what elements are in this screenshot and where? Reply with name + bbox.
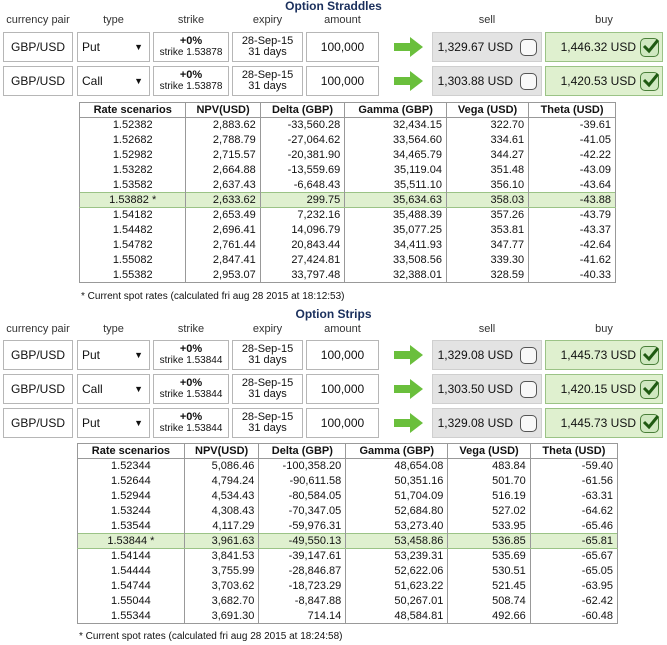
table-cell: -90,611.58 xyxy=(259,474,346,489)
table-cell: -43.09 xyxy=(529,163,616,178)
table-cell: -49,550.13 xyxy=(259,534,346,549)
table-cell: -27,064.62 xyxy=(260,133,345,148)
table-cell: 4,534.43 xyxy=(184,489,259,504)
table-cell: -41.05 xyxy=(529,133,616,148)
currency-pair-field[interactable]: GBP/USD xyxy=(3,340,73,370)
strike-value: strike 1.53878 xyxy=(159,47,223,58)
table-cell: 3,841.53 xyxy=(184,549,259,564)
buy-checkbox[interactable] xyxy=(640,346,659,365)
buy-price-button[interactable] xyxy=(545,66,663,96)
table-cell: 328.59 xyxy=(446,268,528,283)
table-cell: 1.52344 xyxy=(78,459,185,474)
header-amount: amount xyxy=(324,323,361,335)
option-row xyxy=(0,408,667,438)
table-cell: 3,682.70 xyxy=(184,594,259,609)
table-cell: 347.77 xyxy=(446,238,528,253)
option-row xyxy=(0,32,667,62)
table-row xyxy=(80,118,616,133)
table-cell: 2,953.07 xyxy=(186,268,260,283)
strike-field[interactable] xyxy=(153,374,229,404)
table-cell: 3,755.99 xyxy=(184,564,259,579)
buy-price-button[interactable] xyxy=(545,32,663,62)
table-row xyxy=(78,579,618,594)
type-select[interactable] xyxy=(77,340,150,370)
strike-field[interactable] xyxy=(153,66,229,96)
table-cell: 358.03 xyxy=(446,193,528,208)
table-row-current-spot xyxy=(80,193,616,208)
checkmark-icon xyxy=(641,71,660,90)
table-cell: -42.22 xyxy=(529,148,616,163)
table-cell: -65.81 xyxy=(530,534,617,549)
expiry-field[interactable] xyxy=(232,32,303,62)
table-cell: 50,351.16 xyxy=(346,474,448,489)
table-row xyxy=(78,594,618,609)
header-currency-pair: currency pair xyxy=(6,323,70,335)
table-cell: -41.62 xyxy=(529,253,616,268)
expiry-date: 28-Sep-15 xyxy=(241,343,294,355)
table-cell: 1.52382 xyxy=(80,118,186,133)
table-cell: 34,465.79 xyxy=(345,148,447,163)
table-row xyxy=(78,474,618,489)
table-cell: -42.64 xyxy=(529,238,616,253)
table-row xyxy=(78,609,618,624)
table-cell: 322.70 xyxy=(446,118,528,133)
table-cell: 2,653.49 xyxy=(186,208,260,223)
column-header: Vega (USD) xyxy=(446,103,528,118)
table-cell: 1.54782 xyxy=(80,238,186,253)
column-header: Delta (GBP) xyxy=(259,444,346,459)
header-sell: sell xyxy=(478,14,496,26)
buy-price: 1,445.73 USD xyxy=(560,416,636,430)
expiry-field[interactable] xyxy=(232,66,303,96)
checkmark-icon xyxy=(641,413,660,432)
table-cell: -60.48 xyxy=(530,609,617,624)
table-row xyxy=(80,208,616,223)
amount-input[interactable]: 100,000 xyxy=(306,374,379,404)
table-cell: 344.27 xyxy=(446,148,528,163)
table-cell: 51,704.09 xyxy=(346,489,448,504)
header-buy: buy xyxy=(595,323,613,335)
header-sell: sell xyxy=(478,323,496,335)
expiry-date: 28-Sep-15 xyxy=(241,69,294,81)
table-row-current-spot xyxy=(78,534,618,549)
table-cell: -80,584.05 xyxy=(259,489,346,504)
table-cell: 334.61 xyxy=(446,133,528,148)
buy-price: 1,446.32 USD xyxy=(560,40,636,54)
table-cell: 3,961.63 xyxy=(184,534,259,549)
dropdown-arrow-icon: ▼ xyxy=(134,350,143,360)
header-currency-pair: currency pair xyxy=(6,14,70,26)
table-cell: 48,584.81 xyxy=(346,609,448,624)
table-cell: -43.37 xyxy=(529,223,616,238)
table-header-row xyxy=(80,103,616,118)
arrow-right-icon xyxy=(394,412,424,434)
table-cell: -59.40 xyxy=(530,459,617,474)
table-cell: -39.61 xyxy=(529,118,616,133)
table-cell: 351.48 xyxy=(446,163,528,178)
sell-price-button[interactable] xyxy=(432,32,542,62)
table-cell: -65.05 xyxy=(530,564,617,579)
checkmark-icon xyxy=(641,379,660,398)
table-cell: 530.51 xyxy=(448,564,530,579)
table-cell: -100,358.20 xyxy=(259,459,346,474)
table-cell: -65.46 xyxy=(530,519,617,534)
arrow-right-icon xyxy=(394,70,424,92)
table-cell: -13,559.69 xyxy=(260,163,345,178)
table-cell: 20,843.44 xyxy=(260,238,345,253)
table-cell: 14,096.79 xyxy=(260,223,345,238)
arrow-right-icon xyxy=(394,36,424,58)
table-cell: 2,883.62 xyxy=(186,118,260,133)
table-cell: 1.52982 xyxy=(80,148,186,163)
table-row xyxy=(78,549,618,564)
table-cell: -18,723.29 xyxy=(259,579,346,594)
table-cell: 2,715.57 xyxy=(186,148,260,163)
arrow-right-icon xyxy=(394,378,424,400)
table-cell: 33,564.60 xyxy=(345,133,447,148)
table-cell: 1.53244 xyxy=(78,504,185,519)
table-cell: 5,086.46 xyxy=(184,459,259,474)
sell-price-button[interactable] xyxy=(432,374,542,404)
buy-price: 1,420.15 USD xyxy=(560,382,636,396)
table-cell: 1.52644 xyxy=(78,474,185,489)
strike-percent: +0% xyxy=(179,377,203,389)
table-cell: -43.79 xyxy=(529,208,616,223)
table-cell: 4,308.43 xyxy=(184,504,259,519)
column-header: Gamma (GBP) xyxy=(345,103,447,118)
type-value: Put xyxy=(82,348,101,362)
table-cell: -63.31 xyxy=(530,489,617,504)
expiry-days: 31 days xyxy=(248,388,287,400)
expiry-date: 28-Sep-15 xyxy=(241,35,294,47)
table-cell: -65.67 xyxy=(530,549,617,564)
table-cell: 714.14 xyxy=(259,609,346,624)
table-cell: 1.55344 xyxy=(78,609,185,624)
table-row xyxy=(78,459,618,474)
sell-price: 1,329.08 USD xyxy=(437,348,513,362)
table-cell: 527.02 xyxy=(448,504,530,519)
strike-value: strike 1.53878 xyxy=(159,81,223,92)
table-cell: 1.55044 xyxy=(78,594,185,609)
buy-price-button[interactable] xyxy=(545,408,663,438)
table-cell: 356.10 xyxy=(446,178,528,193)
table-cell: 3,703.62 xyxy=(184,579,259,594)
table-cell: 53,458.86 xyxy=(346,534,448,549)
table-row xyxy=(80,223,616,238)
amount-input[interactable]: 100,000 xyxy=(306,32,379,62)
buy-price-button[interactable] xyxy=(545,340,663,370)
table-cell: 1.55382 xyxy=(80,268,186,283)
table-cell: -43.88 xyxy=(529,193,616,208)
table-cell: -61.56 xyxy=(530,474,617,489)
table-row xyxy=(80,178,616,193)
table-cell: 357.26 xyxy=(446,208,528,223)
table-row xyxy=(78,504,618,519)
table-cell: 2,761.44 xyxy=(186,238,260,253)
sell-checkbox[interactable] xyxy=(520,381,537,398)
table-cell: 50,267.01 xyxy=(346,594,448,609)
currency-pair-field[interactable]: GBP/USD xyxy=(3,374,73,404)
table-cell: 35,634.63 xyxy=(345,193,447,208)
sell-checkbox[interactable] xyxy=(520,415,537,432)
table-cell: 353.81 xyxy=(446,223,528,238)
section-title: Option Strips xyxy=(295,307,372,321)
sell-price: 1,303.50 USD xyxy=(437,382,513,396)
sell-checkbox[interactable] xyxy=(520,39,537,56)
straddles-section xyxy=(0,0,667,305)
table-cell: 27,424.81 xyxy=(260,253,345,268)
table-cell: 501.70 xyxy=(448,474,530,489)
strike-field[interactable] xyxy=(153,340,229,370)
table-cell: 32,434.15 xyxy=(345,118,447,133)
expiry-field[interactable] xyxy=(232,408,303,438)
table-cell: 1.53582 xyxy=(80,178,186,193)
dropdown-arrow-icon: ▼ xyxy=(134,384,143,394)
sell-price: 1,329.08 USD xyxy=(437,416,513,430)
table-row xyxy=(78,519,618,534)
expiry-days: 31 days xyxy=(248,80,287,92)
type-value: Put xyxy=(82,416,101,430)
table-cell: 492.66 xyxy=(448,609,530,624)
type-value: Put xyxy=(82,40,101,54)
expiry-days: 31 days xyxy=(248,46,287,58)
table-row xyxy=(80,148,616,163)
table-cell: 34,411.93 xyxy=(345,238,447,253)
expiry-days: 31 days xyxy=(248,354,287,366)
expiry-date: 28-Sep-15 xyxy=(241,377,294,389)
table-cell: 2,847.41 xyxy=(186,253,260,268)
table-cell: -40.33 xyxy=(529,268,616,283)
checkmark-icon xyxy=(641,37,660,56)
table-cell: 2,633.62 xyxy=(186,193,260,208)
table-cell: 536.85 xyxy=(448,534,530,549)
strips-section xyxy=(0,307,667,645)
table-row xyxy=(80,268,616,283)
table-cell: 33,797.48 xyxy=(260,268,345,283)
table-cell: 53,239.31 xyxy=(346,549,448,564)
table-cell: -20,381.90 xyxy=(260,148,345,163)
strike-percent: +0% xyxy=(179,69,203,81)
header-expiry: expiry xyxy=(252,323,283,335)
dropdown-arrow-icon: ▼ xyxy=(134,76,143,86)
amount-input[interactable]: 100,000 xyxy=(306,408,379,438)
strike-field[interactable] xyxy=(153,32,229,62)
table-cell: 33,508.56 xyxy=(345,253,447,268)
table-row xyxy=(78,489,618,504)
type-select[interactable] xyxy=(77,66,150,96)
scenario-table xyxy=(79,102,616,283)
column-header: Rate scenarios xyxy=(80,103,186,118)
table-cell: 35,119.04 xyxy=(345,163,447,178)
type-select[interactable] xyxy=(77,408,150,438)
header-type: type xyxy=(103,323,124,335)
table-cell: -63.95 xyxy=(530,579,617,594)
sell-price-button[interactable] xyxy=(432,408,542,438)
table-cell: 299.75 xyxy=(260,193,345,208)
table-cell: 48,654.08 xyxy=(346,459,448,474)
table-cell: 51,623.22 xyxy=(346,579,448,594)
table-cell: -70,347.05 xyxy=(259,504,346,519)
table-cell: 1.53882 * xyxy=(80,193,186,208)
table-cell: 521.45 xyxy=(448,579,530,594)
table-cell: 533.95 xyxy=(448,519,530,534)
table-cell: 4,794.24 xyxy=(184,474,259,489)
type-select[interactable] xyxy=(77,374,150,404)
type-select[interactable] xyxy=(77,32,150,62)
header-buy: buy xyxy=(595,14,613,26)
header-type: type xyxy=(103,14,124,26)
option-row xyxy=(0,374,667,404)
table-cell: 35,488.39 xyxy=(345,208,447,223)
strike-value: strike 1.53844 xyxy=(159,389,223,400)
table-row xyxy=(80,163,616,178)
table-cell: 339.30 xyxy=(446,253,528,268)
table-cell: 52,684.80 xyxy=(346,504,448,519)
column-header: Rate scenarios xyxy=(78,444,185,459)
table-cell: 32,388.01 xyxy=(345,268,447,283)
currency-pair-field[interactable]: GBP/USD xyxy=(3,32,73,62)
header-amount: amount xyxy=(324,14,361,26)
table-cell: 508.74 xyxy=(448,594,530,609)
option-row xyxy=(0,340,667,370)
column-header: Theta (USD) xyxy=(529,103,616,118)
buy-price: 1,420.53 USD xyxy=(560,74,636,88)
buy-checkbox[interactable] xyxy=(640,414,659,433)
table-cell: 35,077.25 xyxy=(345,223,447,238)
table-cell: 1.54182 xyxy=(80,208,186,223)
spot-rate-note: * Current spot rates (calculated fri aug 28 2015 at 18:12:53) xyxy=(81,291,345,302)
strike-value: strike 1.53844 xyxy=(159,423,223,434)
column-header: Theta (USD) xyxy=(530,444,617,459)
table-cell: 1.54482 xyxy=(80,223,186,238)
table-cell: 2,788.79 xyxy=(186,133,260,148)
buy-price: 1,445.73 USD xyxy=(560,348,636,362)
type-value: Call xyxy=(82,382,103,396)
table-cell: 7,232.16 xyxy=(260,208,345,223)
buy-checkbox[interactable] xyxy=(640,38,659,57)
table-cell: 1.52682 xyxy=(80,133,186,148)
table-cell: 35,511.10 xyxy=(345,178,447,193)
table-cell: 1.55082 xyxy=(80,253,186,268)
table-cell: -64.62 xyxy=(530,504,617,519)
sell-price: 1,303.88 USD xyxy=(437,74,513,88)
strike-percent: +0% xyxy=(179,411,203,423)
table-cell: -6,648.43 xyxy=(260,178,345,193)
type-value: Call xyxy=(82,74,103,88)
strike-percent: +0% xyxy=(179,35,203,47)
table-cell: 2,664.88 xyxy=(186,163,260,178)
buy-checkbox[interactable] xyxy=(640,380,659,399)
column-header: Delta (GBP) xyxy=(260,103,345,118)
table-cell: -8,847.88 xyxy=(259,594,346,609)
strike-value: strike 1.53844 xyxy=(159,355,223,366)
currency-pair-field[interactable]: GBP/USD xyxy=(3,408,73,438)
sell-checkbox[interactable] xyxy=(520,73,537,90)
table-cell: -39,147.61 xyxy=(259,549,346,564)
table-cell: 1.52944 xyxy=(78,489,185,504)
expiry-days: 31 days xyxy=(248,422,287,434)
dropdown-arrow-icon: ▼ xyxy=(134,42,143,52)
table-row xyxy=(80,133,616,148)
arrow-right-icon xyxy=(394,344,424,366)
table-cell: 1.54744 xyxy=(78,579,185,594)
table-cell: -59,976.31 xyxy=(259,519,346,534)
option-row xyxy=(0,66,667,96)
table-cell: 1.53844 * xyxy=(78,534,185,549)
amount-input[interactable]: 100,000 xyxy=(306,66,379,96)
spot-rate-note: * Current spot rates (calculated fri aug 28 2015 at 18:24:58) xyxy=(79,631,343,642)
table-row xyxy=(78,564,618,579)
expiry-field[interactable] xyxy=(232,374,303,404)
sell-price: 1,329.67 USD xyxy=(437,40,513,54)
table-header-row xyxy=(78,444,618,459)
column-header: Vega (USD) xyxy=(448,444,530,459)
sell-price-button[interactable] xyxy=(432,340,542,370)
expiry-field[interactable] xyxy=(232,340,303,370)
table-cell: 52,622.06 xyxy=(346,564,448,579)
strike-field[interactable] xyxy=(153,408,229,438)
checkmark-icon xyxy=(641,345,660,364)
dropdown-arrow-icon: ▼ xyxy=(134,418,143,428)
buy-price-button[interactable] xyxy=(545,374,663,404)
sell-checkbox[interactable] xyxy=(520,347,537,364)
table-cell: 516.19 xyxy=(448,489,530,504)
sell-price-button[interactable] xyxy=(432,66,542,96)
header-strike: strike xyxy=(177,323,205,335)
column-header: Gamma (GBP) xyxy=(346,444,448,459)
table-cell: 483.84 xyxy=(448,459,530,474)
table-cell: 4,117.29 xyxy=(184,519,259,534)
table-cell: 3,691.30 xyxy=(184,609,259,624)
table-cell: -43.64 xyxy=(529,178,616,193)
table-cell: -62.42 xyxy=(530,594,617,609)
table-cell: 53,273.40 xyxy=(346,519,448,534)
buy-checkbox[interactable] xyxy=(640,72,659,91)
section-title: Option Straddles xyxy=(285,0,382,13)
currency-pair-field[interactable]: GBP/USD xyxy=(3,66,73,96)
table-cell: 1.54144 xyxy=(78,549,185,564)
amount-input[interactable]: 100,000 xyxy=(306,340,379,370)
table-cell: 1.54444 xyxy=(78,564,185,579)
table-row xyxy=(80,253,616,268)
header-expiry: expiry xyxy=(252,14,283,26)
table-row xyxy=(80,238,616,253)
expiry-date: 28-Sep-15 xyxy=(241,411,294,423)
strike-percent: +0% xyxy=(179,343,203,355)
table-cell: -33,560.28 xyxy=(260,118,345,133)
table-cell: 2,696.41 xyxy=(186,223,260,238)
scenario-table xyxy=(77,443,618,624)
table-cell: -28,846.87 xyxy=(259,564,346,579)
column-header: NPV(USD) xyxy=(186,103,260,118)
column-header: NPV(USD) xyxy=(184,444,259,459)
table-cell: 1.53282 xyxy=(80,163,186,178)
table-cell: 535.69 xyxy=(448,549,530,564)
table-cell: 2,637.43 xyxy=(186,178,260,193)
header-strike: strike xyxy=(177,14,205,26)
table-cell: 1.53544 xyxy=(78,519,185,534)
